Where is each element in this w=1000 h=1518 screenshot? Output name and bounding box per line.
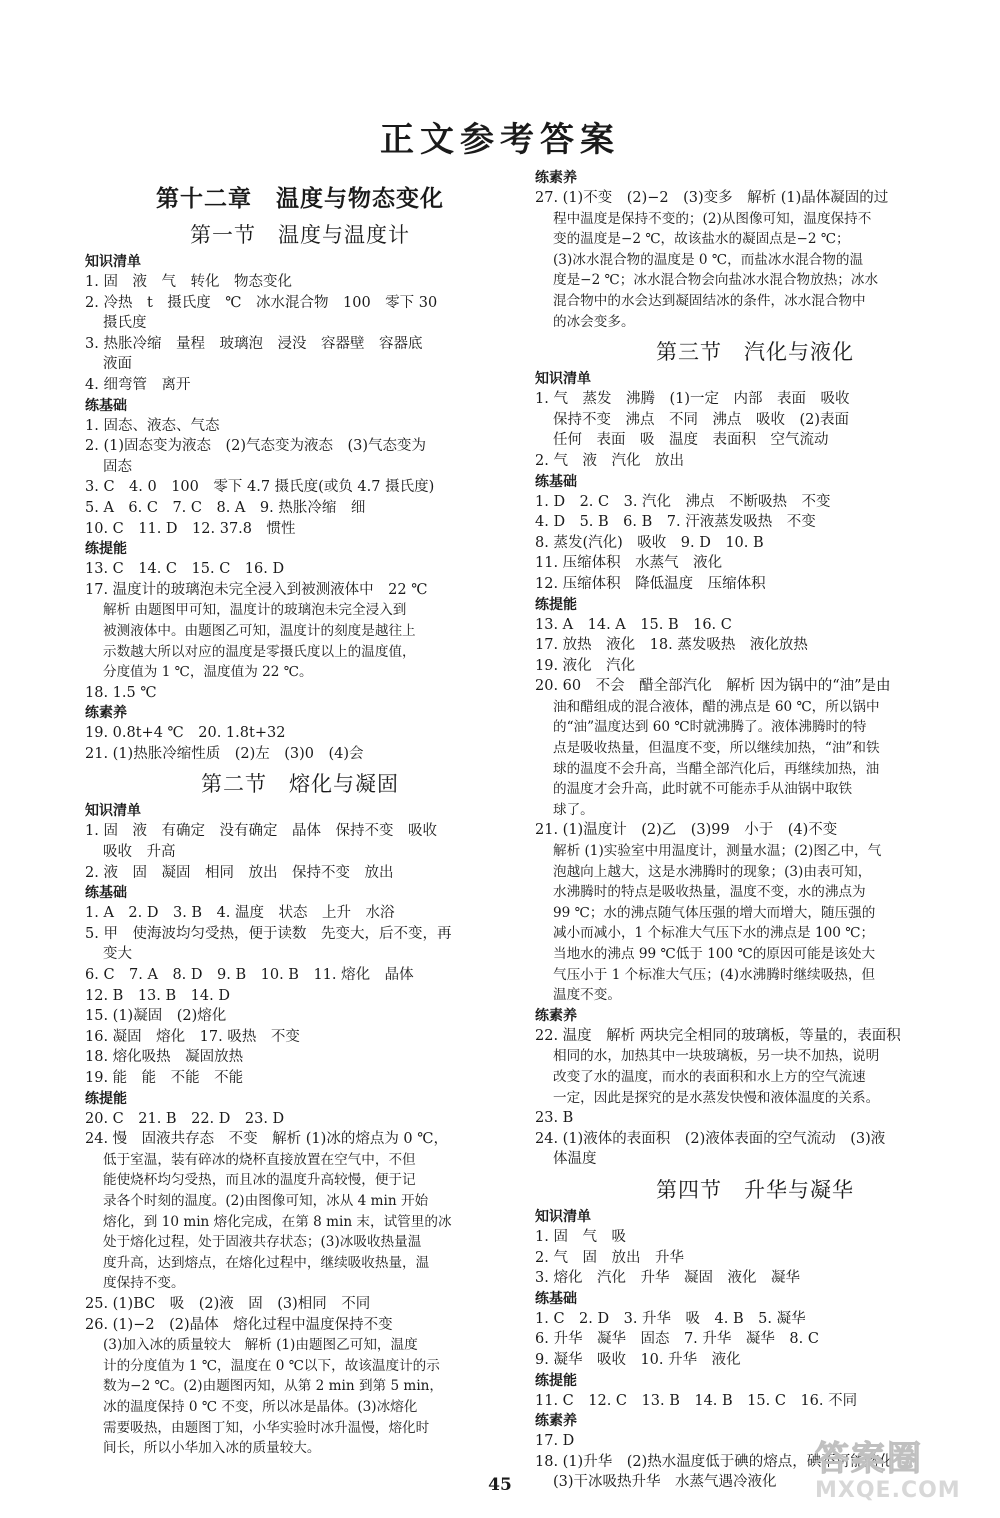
answer-line: 21. (1)热胀冷缩性质 (2)左 (3)0 (4)会 — [85, 745, 364, 762]
answer-line: 22. 温度 解析 两块完全相同的玻璃板，等量的，表面积 — [535, 1027, 901, 1044]
section-heading: 第三节 汽化与液化 — [656, 340, 854, 365]
answer-line: 5. A 6. C 7. C 8. A 9. 热胀冷缩 细 — [85, 499, 366, 516]
explanation-line: 球了。 — [553, 801, 594, 818]
explanation-line: 的冰会变多。 — [553, 313, 635, 330]
answer-line-continued: 吸收 升高 — [103, 844, 176, 861]
answer-line: 1. C 2. D 3. 升华 吸 4. B 5. 凝华 — [535, 1310, 806, 1327]
answer-line: 4. D 5. B 6. B 7. 汗液蒸发吸热 不变 — [535, 514, 816, 531]
answer-line-continued: 摄氏度 — [103, 315, 147, 332]
answer-line: 20. C 21. B 22. D 23. D — [85, 1110, 285, 1127]
exercise-label: 练基础 — [535, 473, 577, 490]
answer-line: 4. 细弯管 离开 — [85, 376, 191, 393]
answer-line: 11. 压缩体积 水蒸气 液化 — [535, 555, 723, 572]
exercise-label: 练提能 — [535, 596, 577, 613]
answer-line: 1. 固 液 有确定 没有确定 晶体 保持不变 吸收 — [85, 823, 437, 840]
explanation-line: 程中温度是保持不变的；(2)从图像可知，温度保持不 — [553, 210, 872, 227]
explanation-line: 示数越大所以对应的温度是零摄氏度以上的温度值， — [103, 643, 416, 660]
exercise-label: 知识清单 — [85, 803, 141, 820]
section-heading: 第一节 温度与温度计 — [190, 223, 410, 247]
explanation-line: 被测液体中。由题图乙可知，温度计的刻度是越往上 — [103, 622, 416, 639]
watermark-logo-text: 答案圈 — [815, 1439, 923, 1479]
answer-line-continued: (3)干冰吸热升华 水蒸气遇冷液化 — [553, 1474, 777, 1491]
explanation-line: 当地水的沸点 99 ℃低于 100 ℃的原因可能是该处大 — [553, 946, 876, 962]
answer-line-continued: 液面 — [103, 356, 132, 373]
page-title: 正文参考答案 — [380, 120, 620, 160]
answer-line: 19. 0.8t+4 ℃ 20. 1.8t+32 — [85, 725, 286, 742]
explanation-line: 水沸腾时的特点是吸收热量，温度不变，水的沸点为 — [553, 884, 866, 901]
answer-line: 19. 能 能 不能 不能 — [85, 1070, 244, 1086]
answer-line-continued: 体温度 — [553, 1151, 597, 1168]
answer-line: 2. 气 液 汽化 放出 — [535, 452, 684, 469]
exercise-label: 练素养 — [535, 1413, 577, 1430]
answer-line-continued: 保持不变 沸点 不同 沸点 吸收 (2)表面 — [553, 411, 850, 428]
answer-line: 2. 液 固 凝固 相同 放出 保持不变 放出 — [85, 864, 394, 881]
section-heading: 第二节 熔化与凝固 — [201, 772, 399, 797]
explanation-line: 度保持不变。 — [103, 1275, 185, 1292]
explanation-line: 减小而减小，1 个标准大气压下水的沸点是 100 ℃； — [553, 925, 875, 942]
explanation-line: 99 ℃；水的沸点随气体压强的增大而增大，随压强的 — [553, 904, 876, 921]
explanation-line: 解析 (1)实验室中用温度计，测量水温；(2)图乙中，气 — [553, 843, 882, 860]
answer-line: 15. (1)凝固 (2)熔化 — [85, 1008, 227, 1025]
answer-line: 1. 固态、液态、气态 — [85, 417, 220, 434]
answer-line: 12. B 13. B 14. D — [85, 987, 230, 1004]
explanation-line: 一定，因此是探究的是水蒸发快慢和液体温度的关系。 — [553, 1089, 880, 1106]
explanation-line: 能使烧杯均匀受热，而且冰的温度升高较慢，便于记 — [103, 1172, 416, 1189]
section-heading: 第四节 升华与凝华 — [656, 1177, 854, 1202]
explanation-line: 熔化，到 10 min 熔化完成，在第 8 min 末，试管里的冰 — [103, 1213, 452, 1230]
exercise-label: 练提能 — [535, 1372, 577, 1389]
answer-line: 2. 气 固 放出 升华 — [535, 1249, 684, 1266]
explanation-line: 点是吸收热量，但温度不变，所以继续加热，“油”和铁 — [553, 740, 880, 757]
answer-line: 3. C 4. 0 100 零下 4.7 摄氏度(或负 4.7 摄氏度) — [85, 479, 435, 496]
explanation-line: 冰的温度保持 0 ℃ 不变，所以冰是晶体。(3)冰熔化 — [103, 1398, 418, 1415]
answer-line-continued: 变大 — [103, 946, 132, 963]
answer-line: 1. A 2. D 3. B 4. 温度 状态 上升 水浴 — [85, 905, 395, 922]
explanation-line: 相同的水，加热其中一块玻璃板，另一块不加热，说明 — [553, 1048, 880, 1065]
answer-line: 23. B — [535, 1110, 574, 1127]
answer-line: 3. 热胀冷缩 量程 玻璃泡 浸没 容器壁 容器底 — [85, 335, 423, 352]
answer-line: 2. (1)固态变为液态 (2)气态变为液态 (3)气态变为 — [85, 438, 427, 455]
explanation-line: 间长，所以小华加入冰的质量较大。 — [103, 1440, 321, 1457]
exercise-label: 练素养 — [535, 170, 577, 186]
explanation-line: 需要吸热，由题图丁知，小华实验时冰升温慢，熔化时 — [103, 1419, 430, 1436]
left-column — [85, 178, 515, 1459]
answer-line: 1. D 2. C 3. 汽化 沸点 不断吸热 不变 — [535, 493, 831, 510]
answer-line: 25. (1)BC 吸 (2)液 固 (3)相同 不同 — [85, 1295, 371, 1312]
exercise-label: 知识清单 — [535, 371, 591, 388]
explanation-line: 球的温度不会升高，当醋全部汽化后，再继续加热，油 — [553, 760, 880, 777]
explanation-line: 混合物中的水会达到凝固结冰的条件，冰水混合物中 — [553, 292, 866, 309]
explanation-line: 气压小于 1 个标准大气压；(4)水沸腾时继续吸热，但 — [553, 966, 876, 983]
explanation-line: 温度不变。 — [553, 987, 621, 1004]
answer-line: 17. 放热 液化 18. 蒸发吸热 液化放热 — [535, 637, 808, 654]
explanation-line: 度升高，达到熔点，在熔化过程中，继续吸收热量，温 — [103, 1254, 430, 1271]
explanation-line: 低于室温，装有碎冰的烧杯直接放置在空气中，不但 — [103, 1151, 416, 1168]
exercise-label: 练提能 — [85, 1090, 127, 1107]
explanation-line: 的“油”温度达到 60 ℃时就沸腾了。液体沸腾时的特 — [553, 719, 867, 736]
answer-line: 11. C 12. C 13. B 14. B 15. C 16. 不同 — [535, 1392, 858, 1409]
answer-line-continued: 固态 — [103, 458, 132, 475]
exercise-label: 知识清单 — [535, 1208, 591, 1225]
explanation-line: 泡越向上越大，这是水沸腾时的现象；(3)由表可知， — [553, 863, 872, 880]
watermark-logo — [815, 1440, 990, 1510]
answer-line: 8. 蒸发(汽化) 吸收 9. D 10. B — [535, 534, 764, 551]
answer-line: 27. (1)不变 (2)−2 (3)变多 解析 (1)晶体凝固的过 — [535, 190, 889, 206]
answer-line: 16. 凝固 熔化 17. 吸热 不变 — [85, 1028, 300, 1045]
answer-line: 17. 温度计的玻璃泡未完全浸入到被测液体中 22 ℃ — [85, 581, 428, 598]
exercise-label: 练基础 — [85, 885, 127, 902]
answer-line: 13. A 14. A 15. B 16. C — [535, 616, 732, 633]
chapter-heading: 第十二章 温度与物态变化 — [156, 185, 444, 212]
answer-line: 26. (1)−2 (2)晶体 熔化过程中温度保持不变 — [85, 1316, 393, 1333]
explanation-line: (3)加入冰的质量较大 解析 (1)由题图乙可知，温度 — [103, 1337, 418, 1354]
answer-line: 13. C 14. C 15. C 16. D — [85, 561, 285, 578]
answer-line: 17. D — [535, 1433, 575, 1450]
explanation-line: 的温度才会升高，此时就不可能赤手从油锅中取铁 — [553, 781, 853, 798]
exercise-label: 练提能 — [85, 541, 127, 558]
right-column — [535, 168, 975, 1493]
watermark-url: MXQE.COM — [815, 1478, 961, 1503]
answer-line: 1. 气 蒸发 沸腾 (1)一定 内部 表面 吸收 — [535, 391, 850, 408]
page-number: 45 — [488, 1475, 512, 1495]
answer-line: 19. 液化 汽化 — [535, 657, 636, 674]
answer-line: 24. 慢 固液共存态 不变 解析 (1)冰的熔点为 0 ℃， — [85, 1131, 448, 1148]
answer-line: 2. 冷热 t 摄氏度 ℃ 冰水混合物 100 零下 30 — [85, 294, 438, 311]
answer-line: 1. 固 液 气 转化 物态变化 — [85, 274, 292, 290]
explanation-line: 度是−2 ℃；冰水混合物会向盐冰水混合物放热；冰水 — [553, 272, 879, 289]
explanation-line: 处于熔化过程，处于固液共存状态；(3)冰吸收热量温 — [103, 1234, 422, 1251]
answer-line: 21. (1)温度计 (2)乙 (3)99 小于 (4)不变 — [535, 822, 838, 839]
answer-line: 18. (1)升华 (2)热水温度低于碘的熔点，碘不可能熔化 — [535, 1453, 894, 1470]
explanation-line: (3)冰水混合物的温度是 0 ℃，而盐冰水混合物的温 — [553, 251, 864, 268]
explanation-line: 改变了水的温度，而水的表面积和水上方的空气流速 — [553, 1068, 866, 1085]
explanation-line: 油和醋组成的混合液体，醋的沸点是 60 ℃，所以锅中 — [553, 698, 880, 715]
explanation-line: 解析 由题图甲可知，温度计的玻璃泡未完全浸入到 — [103, 602, 407, 619]
answer-line: 5. 甲 使海波均匀受热，便于读数 先变大，后不变，再 — [85, 925, 452, 942]
answer-line: 10. C 11. D 12. 37.8 惯性 — [85, 520, 296, 537]
answer-line: 18. 熔化吸热 凝固放热 — [85, 1049, 244, 1066]
exercise-label: 知识清单 — [85, 254, 141, 270]
answer-line: 6. C 7. A 8. D 9. B 10. B 11. 熔化 晶体 — [85, 967, 414, 984]
explanation-line: 数为−2 ℃。(2)由题图丙知，从第 2 min 到第 5 min， — [103, 1378, 444, 1395]
explanation-line: 计的分度值为 1 ℃，温度在 0 ℃以下，故该温度计的示 — [103, 1357, 440, 1374]
explanation-line: 变的温度是−2 ℃，故该盐水的凝固点是−2 ℃； — [553, 231, 850, 248]
explanation-line: 分度值为 1 ℃，温度值为 22 ℃。 — [103, 664, 313, 681]
exercise-label: 练基础 — [535, 1290, 577, 1307]
exercise-label: 练素养 — [535, 1007, 577, 1024]
answer-line-continued: 任何 表面 吸 温度 表面积 空气流动 — [553, 432, 829, 449]
explanation-line: 录各个时刻的温度。(2)由图像可知，冰从 4 min 开始 — [103, 1192, 429, 1209]
answer-line: 20. 60 不会 醋全部汽化 解析 因为锅中的“油”是由 — [535, 678, 891, 695]
answer-line: 9. 凝华 吸收 10. 升华 液化 — [535, 1351, 741, 1368]
answer-line: 12. 压缩体积 降低温度 压缩体积 — [535, 575, 766, 592]
exercise-label: 练基础 — [85, 397, 127, 414]
answer-line: 3. 熔化 汽化 升华 凝固 液化 凝华 — [535, 1270, 800, 1287]
answer-line: 24. (1)液体的表面积 (2)液体表面的空气流动 (3)液 — [535, 1130, 886, 1147]
answer-line: 18. 1.5 ℃ — [85, 684, 157, 701]
exercise-label: 练素养 — [85, 705, 127, 722]
answer-line: 1. 固 气 吸 — [535, 1228, 626, 1245]
answer-line: 6. 升华 凝华 固态 7. 升华 凝华 8. C — [535, 1331, 819, 1348]
